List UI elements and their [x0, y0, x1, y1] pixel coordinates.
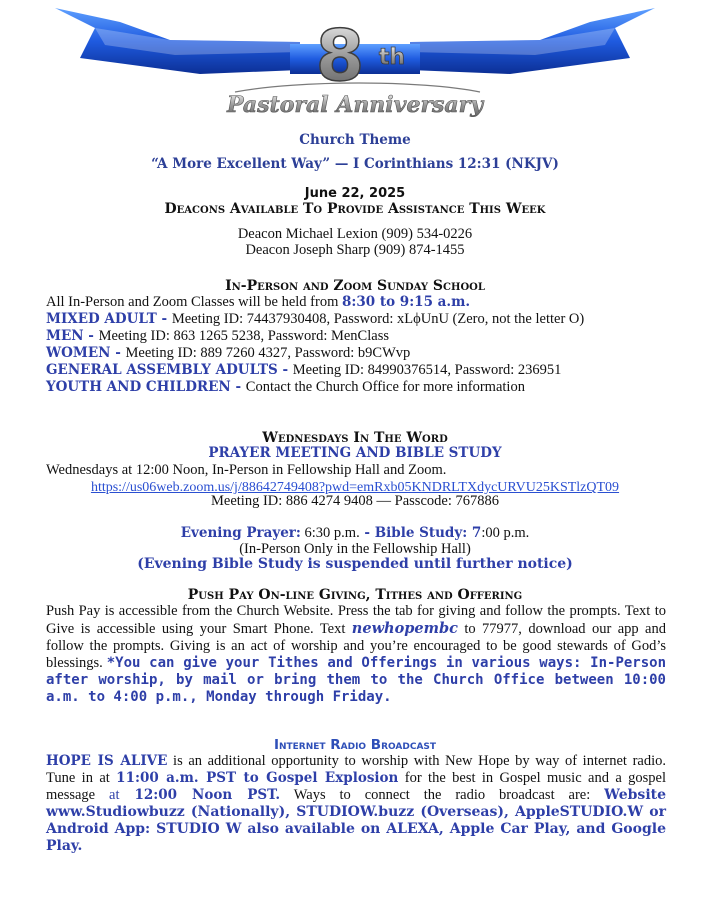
deacon-1: Deacon Michael Lexion (909) 534-0226 — [237, 226, 473, 242]
giving-highlight: *You can give your Tithes and Offerings in various ways: In-Person after worship, by mail or bring them to the Church Office between 10:00 a.m. to 4:00 p.m., Monday through Friday. — [46, 655, 667, 705]
in-person-note: (In-Person Only in the Fellowship Hall) — [239, 541, 471, 557]
bible-study-label: Bible Study: — [374, 525, 472, 541]
sunday-school-heading: In-Person and Zoom Sunday School — [225, 278, 485, 294]
prayer-bible-study-heading: PRAYER MEETING AND BIBLE STUDY — [208, 445, 502, 461]
banner-number: 8 — [315, 15, 365, 97]
text-keyword: newhopembc — [351, 620, 458, 637]
sunday-school-body — [46, 294, 666, 396]
hope-is-alive: HOPE IS ALIVE — [46, 753, 168, 769]
class-mixed-adult: MIXED ADULT - Meeting ID: 74437930408, Password: xLϕUnU (Zero, not the letter O) — [46, 311, 585, 327]
radio-ways: Website www.Studiowbuzz (Nationally), STUDIOW.buzz (Overseas), AppleSTUDIO.W or Android App: STUDIO W also available on ALEXA, Apple Car Play, and Google Play. — [46, 787, 667, 854]
banner-suffix: th — [378, 45, 406, 70]
anniversary-banner — [0, 0, 710, 128]
giving-heading: Push Pay On-line Giving, Tithes and Offering — [187, 587, 523, 603]
sunday-school-time: 8:30 to 9:15 a.m. — [342, 294, 471, 310]
giving-body: Push Pay is accessible from the Church Website. Press the tab for giving and follow the prompts. Text to Give is accessible using your Smart Phone. Text newhopembc to 77977, download our app and follow the prompts. Giving is an act of worship and you’re encouraged to be good stewards of God’s blessings. *You can give your Tithes and Offerings in various ways: In-Person after worship, by mail or bring them to the Church Office between 10:00 a.m. to 4:00 p.m., Monday through Friday. — [46, 603, 667, 705]
class-youth-children: YOUTH AND CHILDREN - Contact the Church Office for more information — [46, 379, 525, 395]
theme-heading: Church Theme — [299, 132, 411, 148]
radio-body: HOPE IS ALIVE is an additional opportunity to worship with New Hope by way of internet radio. Tune in at 11:00 a.m. PST to Gospel Explosion for the best in Gospel music and a gospel message at 12:00 Noon PST. Ways to connect the radio broadcast are: Website www.Studiowbuzz (Nationally), STUDIOW.buzz (Overseas), AppleSTUDIO.W or Android App: STUDIO W also available on ALEXA, Apple Car Play, and Google Play. — [46, 753, 667, 854]
banner-subtitle: Pastoral Anniversary — [226, 92, 484, 118]
class-men: MEN - Meeting ID: 863 1265 5238, Password: MenClass — [46, 328, 389, 344]
wednesday-line: Wednesdays at 12:00 Noon, In-Person in Fellowship Hall and Zoom. — [46, 462, 447, 478]
radio-heading: Internet Radio Broadcast — [273, 737, 437, 753]
wednesday-heading: Wednesdays In The Word — [262, 430, 448, 446]
deacon-2: Deacon Joseph Sharp (909) 874-1455 — [245, 242, 465, 258]
class-women: WOMEN - Meeting ID: 889 7260 4327, Password: b9CWvp — [46, 345, 411, 361]
zoom-link[interactable]: https://us06web.zoom.us/j/88642749408?pwd=emRxb05KNDRLTXdycURVU25KSTlzQT09 — [90, 480, 620, 495]
class-general-assembly: GENERAL ASSEMBLY ADULTS - Meeting ID: 84990376514, Password: 236951 — [46, 362, 562, 378]
zoom-meeting-id: Meeting ID: 886 4274 9408 — Passcode: 767886 — [211, 493, 499, 509]
suspended-note: (Evening Bible Study is suspended until further notice) — [137, 556, 573, 572]
evening-schedule: Evening Prayer: 6:30 p.m. - Bible Study: 7:00 p.m. — [180, 525, 530, 541]
sunday-school-intro: All In-Person and Zoom Classes will be held from 8:30 to 9:15 a.m. — [46, 294, 471, 310]
evening-prayer-label: Evening Prayer: — [180, 525, 301, 541]
deacons-heading: Deacons Available To Provide Assistance This Week — [164, 201, 546, 217]
date: June 22, 2025 — [304, 186, 406, 201]
theme-verse: “A More Excellent Way” — I Corinthians 12:31 (NKJV) — [151, 156, 559, 172]
